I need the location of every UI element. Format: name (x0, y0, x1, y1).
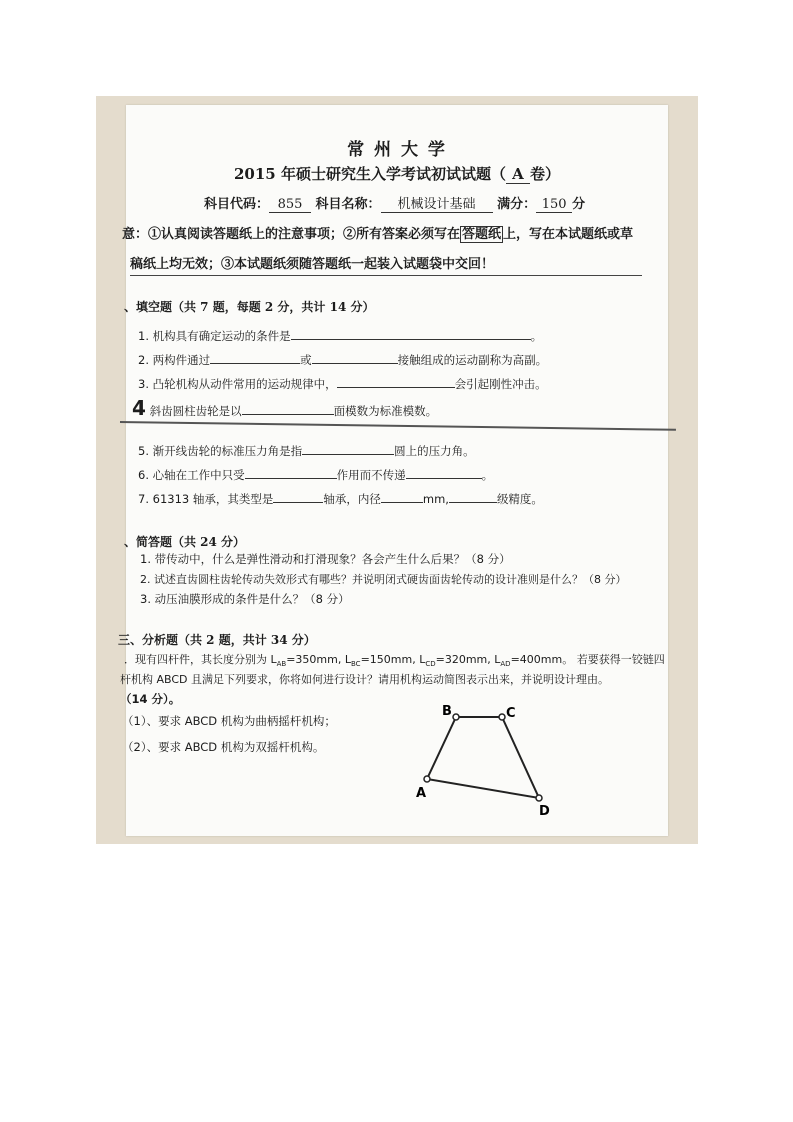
p1d-text: =320mm, L (435, 653, 501, 666)
fill-question-5 (138, 443, 475, 459)
exam-title (126, 163, 668, 184)
university-name: 常 州 大 学 (347, 140, 447, 160)
q1-end: 。 (530, 329, 543, 343)
answer-sheet-box: 答题纸 (462, 227, 502, 242)
q7-blank-1 (273, 492, 323, 503)
analysis-problem-score: （14 分）。 (120, 692, 181, 706)
short-question-2: 2. 试述直齿圆柱齿轮传动失效形式有哪些？并说明闭式硬齿面齿轮传动的设计准则是什么？（8 分） (140, 573, 627, 586)
section3-heading: 三、分析题（共 2 题，共计 34 分） (118, 633, 316, 647)
code-label: 科目代码： (204, 197, 270, 212)
p1e-text: =400mm。 若要获得一铰链四 (510, 653, 665, 666)
q5-text-a: 5. 渐开线齿轮的标准压力角是指 (138, 444, 303, 458)
q4-text-a: 斜齿圆柱齿轮是以 (149, 404, 242, 418)
short-question-3: 3. 动压油膜形成的条件是什么？（8 分） (140, 592, 350, 606)
q6-blank-1 (245, 468, 337, 479)
q3-text-b: 会引起刚性冲击。 (454, 377, 547, 391)
notice-line-2: 稿纸上均无效；③本试题纸须随答题纸一起装入试题袋中交回！ (130, 257, 495, 272)
q4-handwritten-number: 4 (132, 396, 146, 420)
fill-question-1 (138, 328, 542, 344)
score-label: 满分： (497, 197, 537, 212)
ad-subscript: AD (500, 660, 511, 669)
cd-subscript: CD (425, 660, 436, 669)
ab-subscript: AB (276, 660, 287, 669)
section2-heading: 、简答题（共 24 分） (124, 535, 246, 549)
exam-title-suffix: 卷） (529, 165, 560, 183)
q1-text: 1. 机构具有确定运动的条件是 (138, 329, 291, 343)
paper-fold-line (120, 421, 676, 431)
q5-text-b: 圆上的压力角。 (394, 444, 475, 458)
p1b-text: =350mm, L (286, 653, 351, 666)
exam-paper (118, 105, 668, 836)
notice-text-b: 上，写在本试题纸或草 (503, 227, 634, 242)
q7-blank-2 (381, 492, 423, 503)
q7-text-c: mm, (422, 492, 449, 506)
label-a: A (416, 786, 427, 801)
code-value: 855 (269, 197, 311, 213)
requirement-1: （1）、要求 ABCD 机构为曲柄摇杆机构； (122, 714, 336, 728)
q6-text-a: 6. 心轴在工作中只受 (138, 468, 245, 482)
joint-a (424, 776, 430, 782)
fill-question-6 (138, 467, 493, 483)
q2-text-b: 或 (300, 353, 312, 367)
bc-subscript: BC (350, 660, 361, 669)
q6-text-b: 作用而不传递 (336, 468, 406, 482)
linkage-bars (427, 717, 539, 798)
exam-title-prefix: 2015 年硕士研究生入学考试初试试题（ (234, 165, 506, 183)
joint-b (453, 714, 459, 720)
q7-text-b: 轴承，内径 (323, 492, 381, 506)
fill-question-3 (138, 376, 547, 392)
analysis-problem-line-1 (124, 651, 665, 668)
p1c-text: =150mm, L (360, 653, 426, 666)
q3-text-a: 3. 凸轮机构从动件常用的运动规律中， (138, 377, 337, 391)
notice-text-a: ①认真阅读答题纸上的注意事项；②所有答案必须写在 (148, 227, 461, 242)
analysis-problem-line-2: 杆机构 ABCD 且满足下列要求，你将如何进行设计？请用机构运动简图表示出来，并说明设计理由。 (120, 673, 610, 686)
label-c: C (506, 706, 516, 721)
q6-text-c: 。 (481, 468, 494, 482)
subject-info-row (204, 193, 585, 213)
q7-text-d: 级精度。 (496, 492, 543, 506)
q4-text-b: 面模数为标准模数。 (333, 404, 438, 418)
q7-text-a: 7. 61313 轴承，其类型是 (138, 492, 274, 506)
name-label: 科目名称： (315, 197, 381, 212)
score-unit: 分 (572, 197, 586, 212)
section1-heading: 、填空题（共 7 题，每题 2 分，共计 14 分） (124, 300, 375, 314)
q5-blank (302, 444, 394, 455)
q1-blank (291, 329, 531, 340)
paper-label: A (506, 165, 530, 184)
four-bar-linkage-sketch (406, 695, 576, 825)
p1-text: ．现有四杆件，其长度分别为 L (124, 653, 277, 666)
q4-blank (242, 404, 334, 415)
q2-blank-1 (210, 353, 300, 364)
q3-blank (337, 377, 455, 388)
q2-text-a: 2. 两构件通过 (138, 353, 211, 367)
notice-line-1 (122, 223, 633, 242)
short-question-1: 1. 带传动中，什么是弹性滑动和打滑现象？各会产生什么后果？（8 分） (140, 552, 511, 566)
score-value: 150 (536, 197, 572, 213)
label-d: D (539, 804, 550, 819)
fill-question-2 (138, 352, 547, 368)
fill-question-4 (132, 396, 437, 420)
fill-question-7 (138, 491, 543, 507)
q2-text-c: 接触组成的运动副称为高副。 (397, 353, 548, 367)
q2-blank-2 (312, 353, 398, 364)
joint-c (499, 714, 505, 720)
name-value: 机械设计基础 (381, 193, 493, 213)
notice-divider (130, 275, 642, 276)
q6-blank-2 (406, 468, 482, 479)
label-b: B (442, 704, 452, 719)
requirement-2: （2）、要求 ABCD 机构为双摇杆机构。 (122, 740, 325, 754)
joint-d (536, 795, 542, 801)
q7-blank-3 (449, 492, 497, 503)
notice-prefix: 意： (122, 227, 149, 242)
